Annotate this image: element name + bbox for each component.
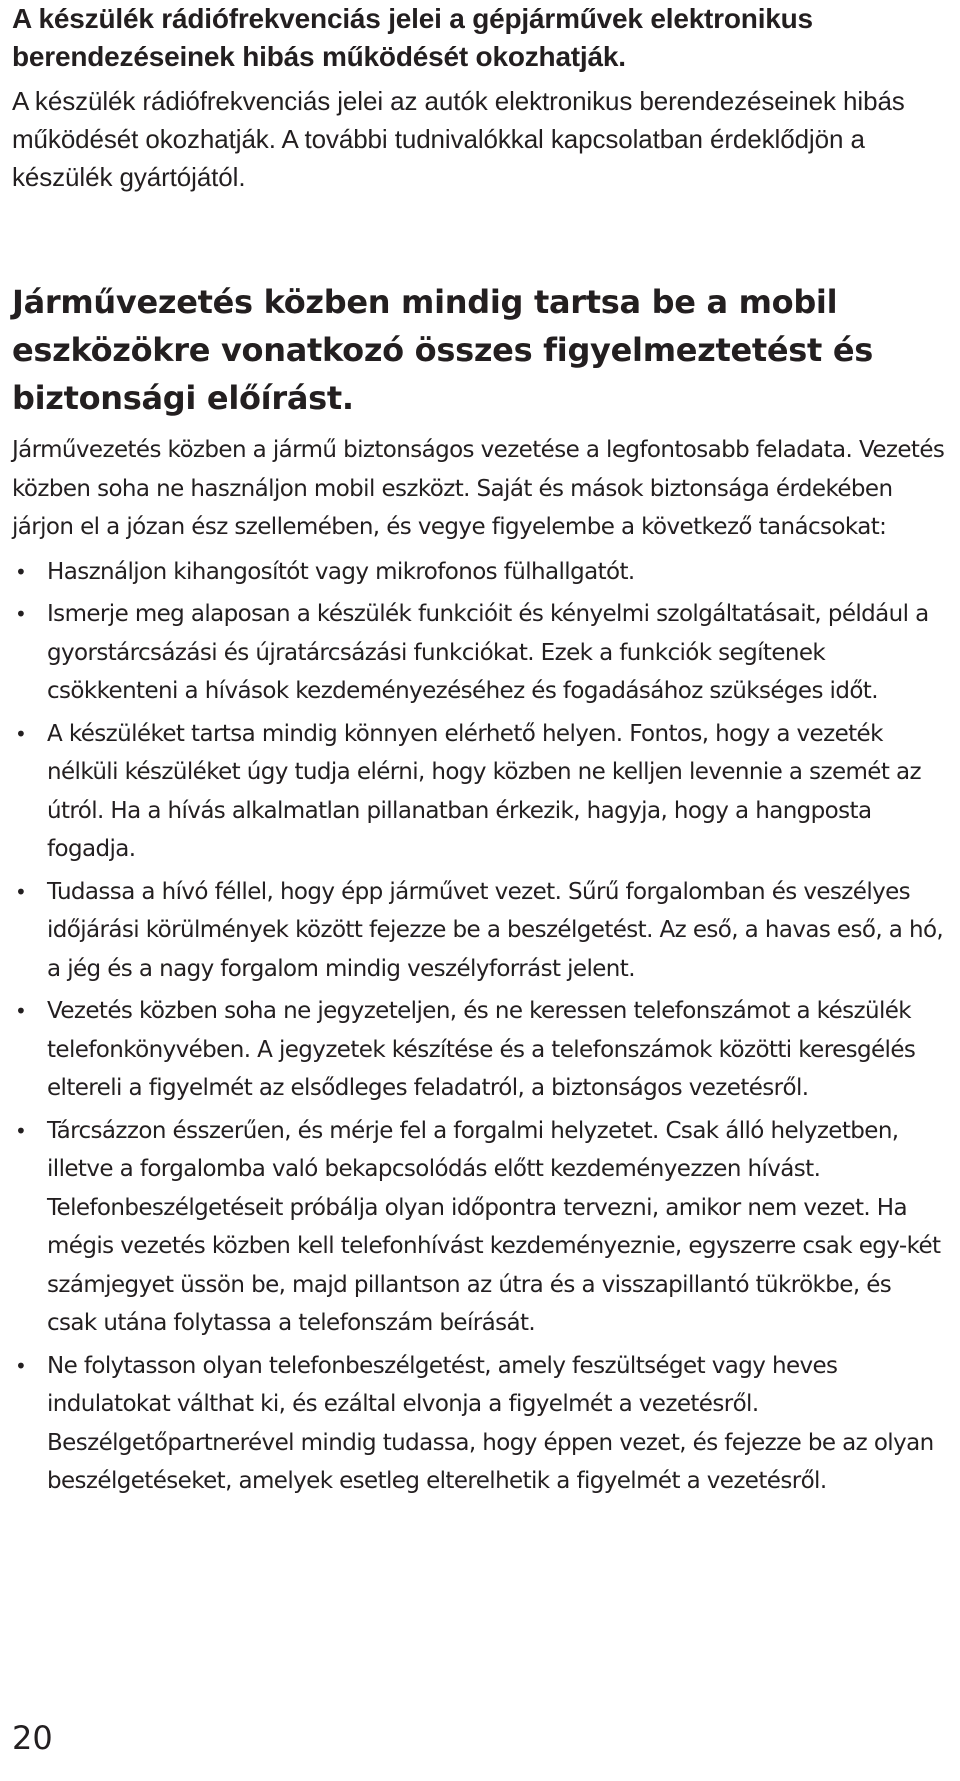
list-item-text: Ismerje meg alaposan a készülék funkcióit és kényelmi szolgáltatásait, például a gyorstárcsázási és újratárcsázási funkciókat. Ezek a funkciók segítenek csökkenteni a hívások kezdeményezéséhez és fogadásához szükséges időt. <box>47 601 929 704</box>
list-item-text: A készüléket tartsa mindig könnyen elérhető helyen. Fontos, hogy a vezeték nélküli készüléket úgy tudja elérni, hogy közben ne kelljen levennie a szemét az útról. Ha a hívás alkalmatlan pillanatban érkezik, hagyja, hogy a hangposta fogadja. <box>47 720 921 862</box>
page-number: 20 <box>12 1719 53 1757</box>
list-item-text: Használjon kihangosítót vagy mikrofonos fülhallgatót. <box>47 558 635 585</box>
list-item <box>12 1347 947 1501</box>
bullet-icon: • <box>15 559 27 584</box>
bullet-icon: • <box>15 721 27 746</box>
list-item <box>12 715 947 869</box>
rf-warning-text: A készülék rádiófrekvenciás jelei az autók elektronikus berendezéseinek hibás működését okozhatják. A további tudnivalókkal kapcsolatban érdeklődjön a készülék gyártójától. <box>12 86 905 192</box>
driving-safety-heading: Járművezetés közben mindig tartsa be a mobil eszközökre vonatkozó összes figyelmeztetést és biztonsági előírást. <box>12 283 873 417</box>
bullet-icon: • <box>15 602 27 626</box>
list-item-text: Tudassa a hívó féllel, hogy épp járművet vezet. Sűrű forgalomban és veszélyes időjárási körülmények között fejezze be a beszélgetést. Az eső, a havas eső, a hó, a jég és a nagy forgalom mindig veszélyforrást jelent. <box>47 878 944 982</box>
list-item <box>12 873 947 989</box>
list-item-text: Ne folytasson olyan telefonbeszélgetést, amely feszültséget vagy heves indulatokat válthat ki, és ezáltal elvonja a figyelmét a vezetésről. Beszélgetőpartnerével mindig tudassa, hogy éppen vezet, és fejezze be az olyan beszélgetéseket, amelyek esetleg elterelhetik a figyelmét a vezetésről. <box>47 1352 934 1494</box>
bullet-icon: • <box>15 879 27 904</box>
safety-tips-list <box>12 553 947 1501</box>
driving-safety-intro: Járművezetés közben a jármű biztonságos vezetése a legfontosabb feladata. Vezetés közben soha ne használjon mobil eszközt. Saját és mások biztonsága érdekében járjon el a józan ész szellemében, és vegye figyelembe a következő tanácsokat: <box>12 437 945 540</box>
list-item <box>12 595 947 711</box>
list-item-text: Vezetés közben soha ne jegyzeteljen, és ne keressen telefonszámot a készülék telefonkönyvében. A jegyzetek készítése és a telefonszámok közötti keresgélés eltereli a figyelmét az elsődleges feladatról, a biztonságos vezetésről. <box>47 998 916 1101</box>
list-item-text: Tárcsázzon ésszerűen, és mérje fel a forgalmi helyzetet. Csak álló helyzetben, illetve a forgalomba való bekapcsolódás előtt kezdeményezzen hívást. Telefonbeszélgetéseit próbálja olyan időpontra tervezni, amikor nem vezet. Ha mégis vezetés közben kell telefonhívást kezdeményeznie, egyszerre csak egy-két számjegyet üssön be, majd pillantson az útra és a visszapillantó tükrökbe, és csak utána folytassa a telefonszám beírását. <box>47 1117 941 1336</box>
list-item <box>12 553 947 592</box>
bullet-icon: • <box>15 999 27 1023</box>
driving-safety-section <box>12 278 947 1505</box>
list-item <box>12 992 947 1108</box>
list-item <box>12 1112 947 1343</box>
bullet-icon: • <box>15 1353 27 1378</box>
rf-warning-section <box>12 0 942 196</box>
rf-warning-heading: A készülék rádiófrekvenciás jelei a gépjárművek elektronikus berendezéseinek hibás működését okozhatják. <box>12 3 813 72</box>
bullet-icon: • <box>15 1118 27 1143</box>
